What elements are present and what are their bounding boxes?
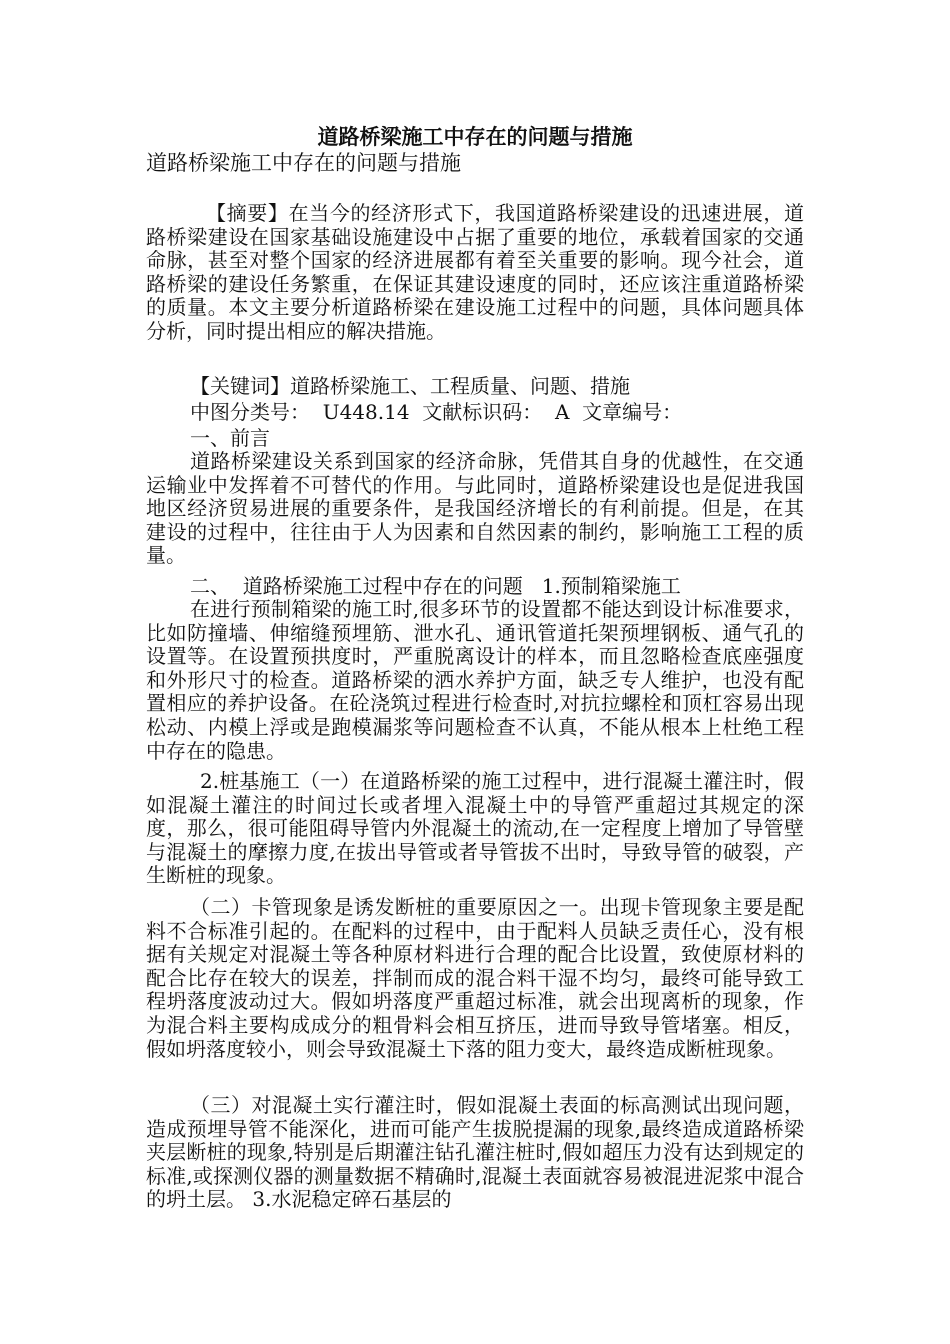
abstract-paragraph: 【摘要】在当今的经济形式下，我国道路桥梁建设的迅速进展，道路桥梁建设在国家基础设施建设中占据了重要的地位，承载着国家的交通命脉，甚至对整个国家的经济进展都有着至关重要的影响。现今社会，道路桥梁的建设任务繁重，在保证其建设速度的同时，还应该注重道路桥梁的质量。本文主要分析道路桥梁在建设施工过程中的问题，具体问题具体分析，同时提出相应的解决措施。: [146, 201, 804, 343]
document-subtitle: 道路桥梁施工中存在的问题与措施: [146, 151, 461, 175]
pile-foundation-paragraph-1: 2.桩基施工（一）在道路桥梁的施工过程中，进行混凝土灌注时，假如混凝土灌注的时间过长或者埋入混凝土中的导管严重超过其规定的深度，那么，很可能阻碍导管内外混凝土的流动,在一定程度上增加了导管壁与混凝土的摩擦力度,在拔出导管或者导管拔不出时，导致导管的破裂，产生断桩的现象。: [146, 769, 804, 888]
classification-line: 中图分类号： U448.14 文献标识码： A 文章编号：: [190, 400, 683, 424]
keywords-line: 【关键词】道路桥梁施工、工程质量、问题、措施: [190, 374, 630, 398]
section1-heading: 一、前言: [190, 426, 270, 450]
section2-heading: 二、 道路桥梁施工过程中存在的问题 1.预制箱梁施工: [190, 574, 681, 598]
document-title: 道路桥梁施工中存在的问题与措施: [317, 124, 633, 149]
pile-foundation-paragraph-2: （二）卡管现象是诱发断桩的重要原因之一。出现卡管现象主要是配料不合标准引起的。在配料的过程中，由于配料人员缺乏责任心，没有根据有关规定对混凝土等各种原材料进行合理的配合比设置，致使原材料的配合比存在较大的误差，拌制而成的混合料干湿不均匀，最终可能导致工程坍落度波动过大。假如坍落度严重超过标准，就会出现离析的现象，作为混合料主要构成成分的粗骨料会相互挤压，进而导致导管堵塞。相反，假如坍落度较小，则会导致混凝土下落的阻力变大，最终造成断桩现象。: [146, 895, 804, 1061]
section2-body: 在进行预制箱梁的施工时,很多环节的设置都不能达到设计标准要求，比如防撞墙、伸缩缝预埋筋、泄水孔、通讯管道托架预埋钢板、通气孔的设置等。在设置预拱度时，严重脱离设计的样本，而且忽略检查底座强度和外形尺寸的检查。道路桥梁的洒水养护方面，缺乏专人维护，也没有配置相应的养护设备。在砼浇筑过程进行检查时,对抗拉螺栓和顶杠容易出现松动、内模上浮或是跑模漏浆等问题检查不认真，不能从根本上杜绝工程中存在的隐患。: [146, 597, 804, 763]
pile-foundation-paragraph-3: （三）对混凝土实行灌注时，假如混凝土表面的标高测试出现问题，造成预埋导管不能深化，进而可能产生拔脱提漏的现象,最终造成道路桥梁夹层断桩的现象,特别是后期灌注钻孔灌注桩时,假如超压力没有达到规定的标准,或探测仪器的测量数据不精确时,混凝土表面就容易被混进泥浆中混合的坍土层。 3.水泥稳定碎石基层的: [146, 1093, 804, 1212]
section1-body: 道路桥梁建设关系到国家的经济命脉，凭借其自身的优越性，在交通运输业中发挥着不可替代的作用。与此同时，道路桥梁建设也是促进我国地区经济贸易进展的重要条件，是我国经济增长的有利前提。但是，在其建设的过程中，往往由于人为因素和自然因素的制约，影响施工工程的质量。: [146, 449, 804, 568]
